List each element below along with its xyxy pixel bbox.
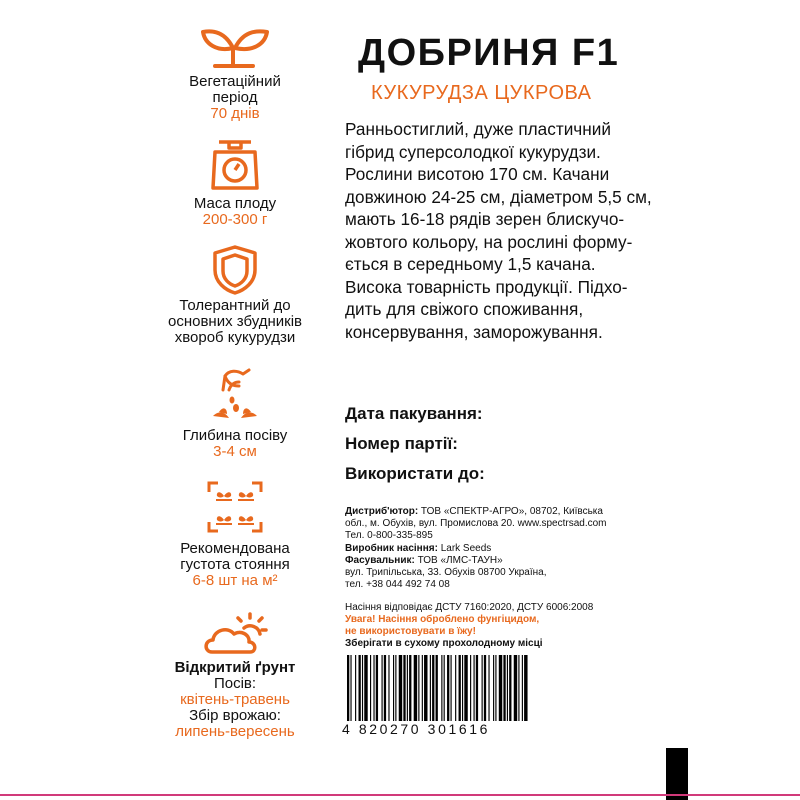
description-line: Рослини висотою 170 см. Качани [345, 164, 610, 184]
description-line: довжиною 24-25 см, діаметром 5,5 см, [345, 186, 652, 207]
sprout-icon [195, 22, 275, 72]
sowing-hand-icon [205, 364, 265, 424]
barcode-bar [447, 655, 449, 721]
feature-vegetation [150, 22, 320, 122]
feature-tolerance [150, 244, 320, 346]
barcode-bar [514, 655, 517, 721]
barcode-bar [474, 655, 475, 721]
feature-label: Глибина посіву [182, 427, 288, 444]
barcode-bar [347, 655, 349, 721]
distributor-label: Дистриб'ютор: [345, 506, 419, 517]
feature-label: Рекомендована [180, 540, 290, 557]
barcode-bar [462, 655, 463, 721]
barcode-bar [476, 655, 478, 721]
barcode-bar [455, 655, 456, 721]
fungicide-warning: не використовувати в їжу! [345, 626, 476, 637]
feature-label: хвороб кукурудзи [174, 329, 296, 346]
barcode-bar [407, 655, 408, 721]
barcode-bar [436, 655, 438, 721]
feature-label: Толерантний до [179, 297, 291, 314]
barcode-bar [382, 655, 383, 721]
barcode-bar [509, 655, 511, 721]
barcode-bar [430, 655, 431, 721]
barcode-bar [362, 655, 363, 721]
distributor-address: обл., м. Обухів, вул. Промислова 20. www.spectrsad.com [345, 518, 607, 529]
feature-label: період [212, 89, 258, 106]
barcode-bar [507, 655, 508, 721]
shield-icon [209, 244, 261, 296]
barcode-bar [432, 655, 434, 721]
fungicide-warning: Увага! Насіння оброблено фунгіцидом, [345, 614, 540, 625]
barcode-bar [395, 655, 396, 721]
barcode-bar [399, 655, 402, 721]
scale-icon [205, 134, 265, 194]
barcode-bar [373, 655, 374, 721]
distributor-value: ТОВ «СПЕКТР-АГРО», 08702, Київська [418, 506, 603, 517]
feature-label: основних збудників [167, 313, 303, 330]
packer-value: ТОВ «ЛМС-ТАУН» [414, 555, 503, 566]
barcode-bar [470, 655, 471, 721]
product-title: ДОБРИНЯ F1 [358, 32, 620, 74]
feature-value: 6-8 шт на м² [192, 572, 278, 589]
barcode-bar [459, 655, 461, 721]
feature-label: Маса плоду [193, 195, 277, 212]
packer-address: вул. Трипільська, 33. Обухів 08700 Україна, [345, 567, 547, 578]
barcode-bar [488, 655, 489, 721]
barcode-bar [350, 655, 351, 721]
sowing-time-value: квітень-травень [180, 691, 290, 708]
barcode-bar [493, 655, 494, 721]
description-line: Ранньостиглий, дуже пластичний [345, 119, 611, 139]
product-subtitle: КУКУРУДЗА ЦУКРОВА [371, 82, 592, 104]
barcode-bar [482, 655, 483, 721]
barcode-bar [495, 655, 496, 721]
feature-value: 3-4 см [213, 443, 257, 460]
barcode-bar [518, 655, 519, 721]
barcode-bar [499, 655, 502, 721]
barcode-bar [393, 655, 394, 721]
feature-value: 200-300 г [202, 211, 268, 228]
description-line: Висока товарність продукції. Підхо- [345, 276, 628, 297]
standard-compliance: Насіння відповідає ДСТУ 7160:2020, ДСТУ 6006:2008 [345, 602, 594, 613]
barcode-bar [418, 655, 419, 721]
feature-value: 70 днів [210, 105, 260, 122]
description-line: дить для свіжого споживання, [345, 299, 584, 319]
packer-phone: тел. +38 044 492 74 08 [345, 579, 450, 590]
barcode-bar [451, 655, 452, 721]
barcode-bar [384, 655, 386, 721]
description-line: ється в середньому 1,5 качана. [345, 254, 596, 274]
barcode-bar [414, 655, 417, 721]
feature-weight [150, 134, 320, 228]
feature-label: густота стояння [180, 556, 290, 573]
producer-line [345, 543, 491, 556]
barcode-bar [376, 655, 378, 721]
description-line: жовтого кольору, на рослині форму- [345, 231, 633, 252]
barcode-bar [522, 655, 523, 721]
plant-density-icon [206, 480, 264, 534]
open-ground-label: Відкритий ґрунт [174, 659, 296, 676]
producer-label: Виробник насіння: [345, 543, 438, 554]
packer-label: Фасувальник: [345, 555, 415, 566]
barcode [345, 655, 530, 723]
barcode-bar [370, 655, 371, 721]
batch-number-label: Номер партії: [345, 434, 458, 453]
packer-line [345, 555, 503, 568]
barcode-digits: 4 820270 301616 [342, 721, 490, 737]
feature-open-ground [150, 610, 320, 740]
sowing-time-label: Посів: [213, 675, 257, 692]
registration-mark [666, 748, 688, 800]
barcode-bar [444, 655, 445, 721]
harvest-time-label: Збір врожаю: [189, 707, 281, 724]
barcode-bar [441, 655, 442, 721]
packing-date-label: Дата пакування: [345, 404, 483, 423]
sun-cloud-icon [200, 610, 270, 656]
feature-density [150, 480, 320, 589]
barcode-bar [364, 655, 367, 721]
barcode-bar [524, 655, 527, 721]
product-description [345, 118, 665, 343]
barcode-bar [359, 655, 361, 721]
barcode-bar [503, 655, 505, 721]
barcode-bar [424, 655, 427, 721]
barcode-bar [422, 655, 423, 721]
description-line: консервування, заморожування. [345, 321, 603, 342]
producer-value: Lark Seeds [437, 543, 492, 554]
barcode-bar [388, 655, 389, 721]
harvest-time-value: липень-вересень [175, 723, 295, 740]
barcode-bar [403, 655, 405, 721]
barcode-bar [464, 655, 467, 721]
storage-instruction: Зберігати в сухому прохолодному місці [345, 638, 543, 649]
distributor-line [345, 506, 603, 519]
bottom-divider [0, 794, 800, 796]
feature-label: Вегетаційний [189, 73, 281, 90]
barcode-bar [484, 655, 486, 721]
feature-sowing-depth [150, 364, 320, 460]
barcode-bar [355, 655, 356, 721]
distributor-phone: Тел. 0-800-335-895 [345, 530, 433, 541]
description-line: гібрид суперсолодкої кукурудзи. [345, 141, 601, 162]
description-line: мають 16-18 рядів зерен блискучо- [345, 209, 625, 229]
use-by-label: Використати до: [345, 464, 485, 483]
barcode-bar [409, 655, 411, 721]
